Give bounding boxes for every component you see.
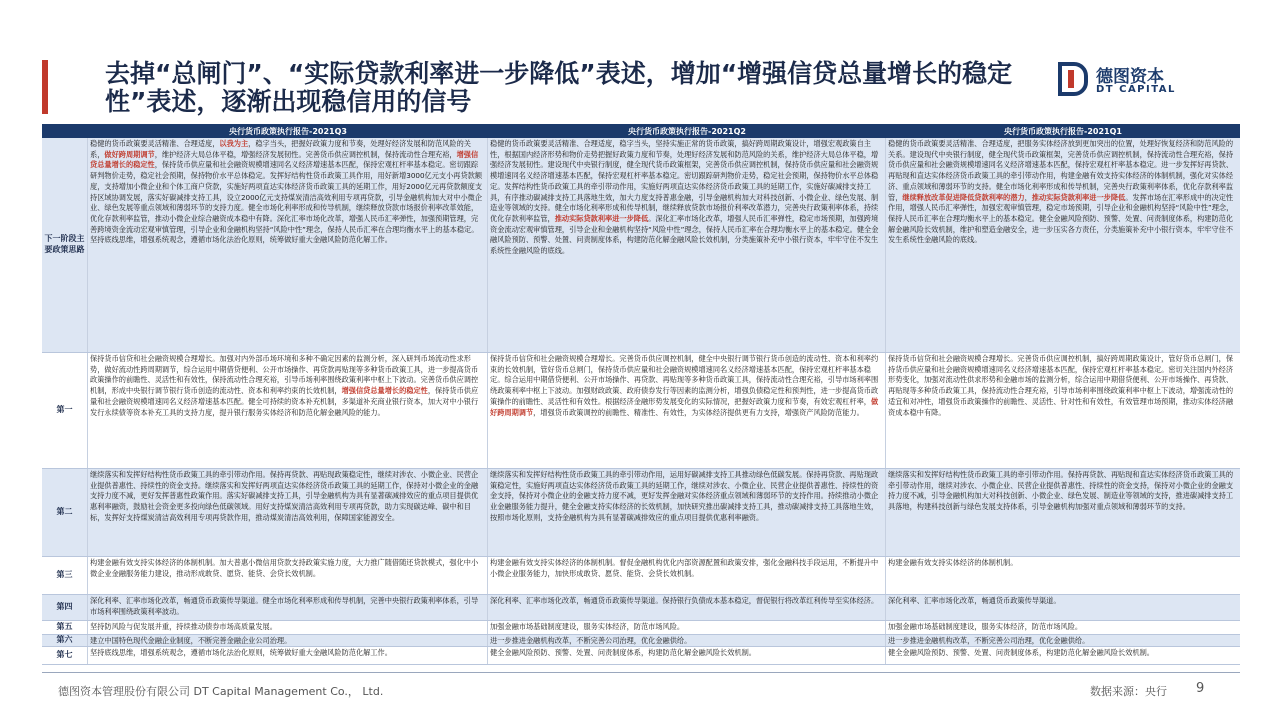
cell-q2: 进一步推进金融机构改革，不断完善公司治理，优化金融供给。	[488, 635, 886, 646]
cell-q3: 稳健的货币政策要灵活精准、合理适度，以我为主，稳字当头，把握好政策力度和节奏，处理好经济发展和防范风险的关系，做好跨周期调节，维护经济大局总体平稳，增强经济发展韧性。完善货币供应调控机制，保持流动性合理充裕，增强信贷总量增长的稳定性，保持货币供应量和社会融资规模增速同名义经济增速基本匹配，保持宏观杠杆率基本稳定。密切跟踪研判物价走势，稳定社会预期，保持物价水平总体稳定。发挥好结构性货币政策工具作用，用好新增3000亿元支小再贷款额度，支持增加小微企业和个体工商户贷款，实施好两项直达实体经济货币政策工具的延期工作，用好2000亿元再贷款额度支持区域协调发展，落实好碳减排支持工具，设立2000亿元支持煤炭清洁高效利用专项再贷款，引导金融机构加大对中小微企业、绿色发展等重点领域和薄弱环节的支持力度。健全市场化利率形成和传导机制，继续释放贷款市场报价利率改革效能，优化存款利率监管，推动小微企业综合融资成本稳中有降。深化汇率市场化改革，增强人民币汇率弹性，加强预期管理，完善跨境资金流动宏观审慎管理，引导企业和金融机构坚持“风险中性”理念，保持人民币汇率在合理均衡水平上的基本稳定。坚持底线思维，增强系统观念，遵循市场化法治化原则，统筹做好重大金融风险防范化解工作。	[88, 138, 488, 352]
cell-q1: 深化利率、汇率市场化改革，畅通货币政策传导渠道。	[888, 596, 1061, 605]
cell-q2: 继续落实和发挥好结构性货币政策工具的牵引带动作用，运用好碳减排支持工具推动绿色低碳发展。保持再贷款、再贴现政策稳定性，实施好两项直达实体经济货币政策工具的延期工作，继续对涉农、小微企业、民营企业提供普惠性、持续性的资金支持，保持对小微企业的金融支持力度不减，更好发挥金融对实体经济重点领域和薄弱环节的支持作用。持续推动小微企业金融服务能力提升，健全金融支持实体经济的长效机制，加快研究推出碳减排支持工具，推动碳减排支持工具落地生效，按照市场化原则，支持金融机构为具有显著碳减排效应的重点项目提供优惠利率融资。	[488, 469, 886, 556]
cell-q1: 构建金融有效支持实体经济的体制机制。	[888, 558, 1018, 567]
cell-q1: 加强金融市场基础制度建设，服务实体经济，防范市场风险。	[888, 622, 1083, 631]
row-label: 下一阶段主要政策思路	[42, 138, 88, 352]
cell-q2: 保持货币信贷和社会融资规模合理增长。完善货币供应调控机制，健全中央银行调节银行货币创造的流动性、资本和利率约束的长效机制，管好货币总闸门，保持货币供应量和社会融资规模增速同名义经济增速基本匹配，保持宏观杠杆率基本稳定。综合运用中期借贷便利、公开市场操作、再贷款、再贴现等多种货币政策工具，保持流动性合理充裕，引导市场利率围绕政策利率中枢上下波动。加强财政政策、政府债券发行等因素的监测分析，增强负债稳定性和预判性，进一步提高货币政策操作的前瞻性、灵活性和有效性。根据经济金融形势发展变化的实际情况，把握好政策力度和节奏，有效宏观杠杆率，做好跨周期调节，增强货币政策调控的前瞻性、精准性、有效性，为实体经济提供更有力支持，增强资产风险防范能力。	[488, 353, 886, 468]
cell-q2: 稳健的货币政策要灵活精准、合理适度，稳字当头，坚持实施正常的货币政策，搞好跨周期政策设计，增强宏观政策自主性，根据国内经济形势和物价走势把握好政策力度和节奏，处理好经济发展和防范风险的关系，维护经济大局总体平稳，增强经济发展韧性。建设现代中央银行制度，健全现代货币政策框架，完善货币供应调控机制，保持货币供应量和社会融资规模增速同名义经济增速基本匹配，保持宏观杠杆率基本稳定。密切跟踪研判物价走势，稳定社会预期，保持物价水平总体稳定。发挥结构性货币政策工具的牵引带动作用，实施好两项直达实体经济货币政策工具的延期工作，实施好碳减排支持工具，有序推动碳减排支持工具落地生效，加大力度支持普惠金融，引导金融机构加大对科技创新、小微企业、绿色发展、制造业等领域的支持。健全市场化利率形成和传导机制，继续释放贷款市场报价利率改革潜力，完善央行政策利率体系，持续优化存款利率监管，推动实际贷款利率进一步降低。深化汇率市场化改革，增强人民币汇率弹性，稳定市场预期，加强跨境资金流动宏观审慎管理，引导企业和金融机构坚持“风险中性”理念，保持人民币汇率在合理均衡水平上的基本稳定。健全金融风险预防、预警、处置、问责制度体系，构建防范化解金融风险长效机制，分类施策补充中小银行资本，牢牢守住不发生系统性金融风险的底线。	[488, 138, 886, 352]
row-label: 第六	[42, 635, 88, 646]
cell-q3: 坚持防风险与促发展并重，持续推动债券市场高质量发展。	[88, 621, 488, 634]
table-row	[42, 647, 1240, 665]
footer-divider	[42, 672, 1240, 673]
cell-q3: 坚持底线思维，增强系统观念，遵循市场化法治化原则，统筹做好重大金融风险防范化解工作。	[88, 647, 488, 664]
header-2021q1: 央行货币政策执行报告-2021Q1	[1004, 127, 1122, 136]
table-row	[42, 557, 1240, 595]
cell-q2: 深化利率、汇率市场化改革，畅通货币政策传导渠道。保持银行负债成本基本稳定，督促银行将改革红利传导至实体经济。	[488, 595, 886, 620]
policy-comparison-table	[42, 124, 1240, 664]
table-row	[42, 595, 1240, 621]
cell-q1: 稳健的货币政策要灵活精准、合理适度，把服务实体经济放到更加突出的位置，处理好恢复经济和防范风险的关系。建设现代中央银行制度，健全现代货币政策框架，完善货币供应调控机制，保持流动性合理充裕，保持货币供应量和社会融资规模增速同名义经济增速基本匹配，保持宏观杠杆率基本稳定。进一步发挥好再贷款、再贴现和直达实体经济货币政策工具的牵引带动作用，构建金融有效支持实体经济的体制机制，强化对实体经济、重点领域和薄弱环节的支持。健全市场化利率形成和传导机制，完善央行政策利率体系，优化存款利率监管，继续释放改革促进降低贷款利率的潜力，推动实际贷款利率进一步降低。发挥市场在汇率形成中的决定性作用，增强人民币汇率弹性，加强宏观审慎管理，稳定市场预期，引导企业和金融机构坚持“风险中性”理念，保持人民币汇率在合理均衡水平上的基本稳定。健全金融风险预防、预警、处置、问责制度体系，构建防范化解金融风险长效机制，维护和塑造金融安全，进一步压实各方责任，分类施策补充中小银行资本，牢牢守住不发生系统性金融风险的底线。	[888, 139, 1234, 245]
footer-company: 德图资本管理股份有限公司 DT Capital Management Co.， Ltd.	[58, 685, 384, 698]
header-2021q3: 央行货币政策执行报告-2021Q3	[229, 127, 347, 136]
cell-q1: 健全金融风险预防、预警、处置、问责制度体系，构建防范化解金融风险长效机制。	[888, 648, 1154, 657]
table-header	[42, 126, 1240, 138]
cell-q2: 构建金融有效支持实体经济的体制机制。督促金融机构优化内部资源配置和政策安排，强化金融科技手段运用，不断提升中小微企业服务能力，加快形成敢贷、愿贷、能贷、会贷长效机制。	[488, 557, 886, 594]
company-logo	[1058, 60, 1188, 100]
header-2021q2: 央行货币政策执行报告-2021Q2	[628, 127, 746, 136]
cell-q1: 保持货币信贷和社会融资规模合理增长。完善货币供应调控机制，搞好跨周期政策设计，管好货币总闸门，保持货币供应量和社会融资规模增速同名义经济增速基本匹配，保持宏观杠杆率基本稳定。密切关注国内外经济形势变化，加强对流动性供求形势和金融市场的监测分析，综合运用中期借贷便利、公开市场操作、再贷款、再贴现等多种货币政策工具，保持流动性合理充裕，引导市场利率围绕政策利率中枢上下波动，增强流动性的适宜和对冲性，增强货币政策操作的前瞻性、灵活性、针对性和有效性，有效管理市场预期，推动实体经济融资成本稳中有降。	[888, 354, 1234, 417]
table-row	[42, 469, 1240, 557]
row-label: 第三	[42, 557, 88, 594]
cell-q3: 建立中国特色现代金融企业制度，不断完善金融企业公司治理。	[88, 635, 488, 646]
row-label: 第五	[42, 621, 88, 634]
cell-q1: 继续落实和发挥好结构性货币政策工具的牵引带动作用。保持再贷款、再贴现和直达实体经济货币政策工具的牵引带动作用，继续对涉农、小微企业、民营企业提供普惠性、持续性的资金支持，保持对小微企业的金融支持力度不减，引导金融机构加大对科技创新、小微企业、绿色发展、制造业等领域的支持，推进碳减排支持工具落地，构建科技创新与绿色发展支持体系，引导金融机构加强对重点领域和薄弱环节的支持。	[888, 470, 1234, 512]
cell-q3: 保持货币信贷和社会融资规模合理增长。加强对内外部币场环境和多种不确定因素的监测分析，深入研判币场流动性求形势，做好流动性跨周期调节，综合运用中期借贷便利、公开市场操作、再贷款再贴现等多种货币政策工具，进一步提高货币政策操作的前瞻性、灵活性和有效性，保持流动性合理充裕，引导币场利率围绕政策利率中枢上下波动。完善货币供应调控机制，形成中央银行调节银行货币创造的流动性、资本和利率约束的长效机制，增强信贷总量增长的稳定性，保持货币供应量和社会融资规模增速同名义经济增速基本匹配。健全可持续的资本补充机制，多渠道补充商业银行资本，加大对中小银行发行永续债等资本补充工具的支持力度，提升银行服务实体经济和防范化解金融风险的能力。	[88, 353, 488, 468]
header-blank	[42, 126, 88, 138]
row-label: 第四	[42, 595, 88, 620]
cell-q1: 进一步推进金融机构改革，不断完善公司治理，优化金融供给。	[888, 636, 1090, 645]
cell-q2: 健全金融风险预防、预警、处置、问责制度体系，构建防范化解金融风险长效机制。	[488, 647, 886, 664]
cell-q3: 构建金融有效支持实体经济的体制机制。加大普惠小微信用贷款支持政策实施力度，大力推广随借随还贷款模式，强化中小微企业金融服务能力建设，推动形成敢贷、愿贷、能贷、会贷长效机制。	[88, 557, 488, 594]
cell-q2: 加强金融市场基础制度建设，服务实体经济，防范市场风险。	[488, 621, 886, 634]
title-accent-bar	[42, 60, 48, 114]
row-label: 第七	[42, 647, 88, 664]
logo-text-en: DT CAPITAL	[1096, 84, 1176, 95]
table-row	[42, 138, 1240, 353]
table-row	[42, 353, 1240, 469]
table-row	[42, 635, 1240, 647]
page-number: 9	[1196, 681, 1205, 696]
row-label: 第一	[42, 353, 88, 468]
cell-q3: 深化利率、汇率市场化改革，畅通货币政策传导渠道。健全市场化利率形成和传导机制，完善中央银行政策利率体系，引导市场利率围绕政策利率波动。	[88, 595, 488, 620]
row-label: 第二	[42, 469, 88, 556]
footer-source: 数据来源：央行	[1090, 685, 1167, 698]
logo-d-icon	[1058, 62, 1088, 96]
page-title: 去掉“总闸门”、“实际贷款利率进一步降低”表述，增加“增强信贷总量增长的稳定性”表述，逐渐出现稳信用的信号	[105, 59, 1013, 116]
cell-q3: 继续落实和发挥好结构性货币政策工具的牵引带动作用。保持再贷款、再贴现政策稳定性，继续对涉农、小微企业、民营企业提供普惠性、持续性的资金支持。继续落实和发挥好两项直达实体经济货币政策工具的延期工作，保持对小微企业的金融支持力度不减，更好发挥普惠性政策作用。落实好碳减排支持工具，引导金融机构为具有显著碳减排效应的重点项目提供优惠利率融资，鼓励社会资金更多投向绿色低碳领域。用好支持煤炭清洁高效利用专项再贷款，助力实现碳达峰、碳中和目标，发挥好支持煤炭清洁高效利用专项再贷款作用，推动煤炭清洁高效利用，保障国家能源安全。	[88, 469, 488, 556]
logo-text-cn: 德图资本	[1096, 67, 1164, 87]
table-row	[42, 621, 1240, 635]
